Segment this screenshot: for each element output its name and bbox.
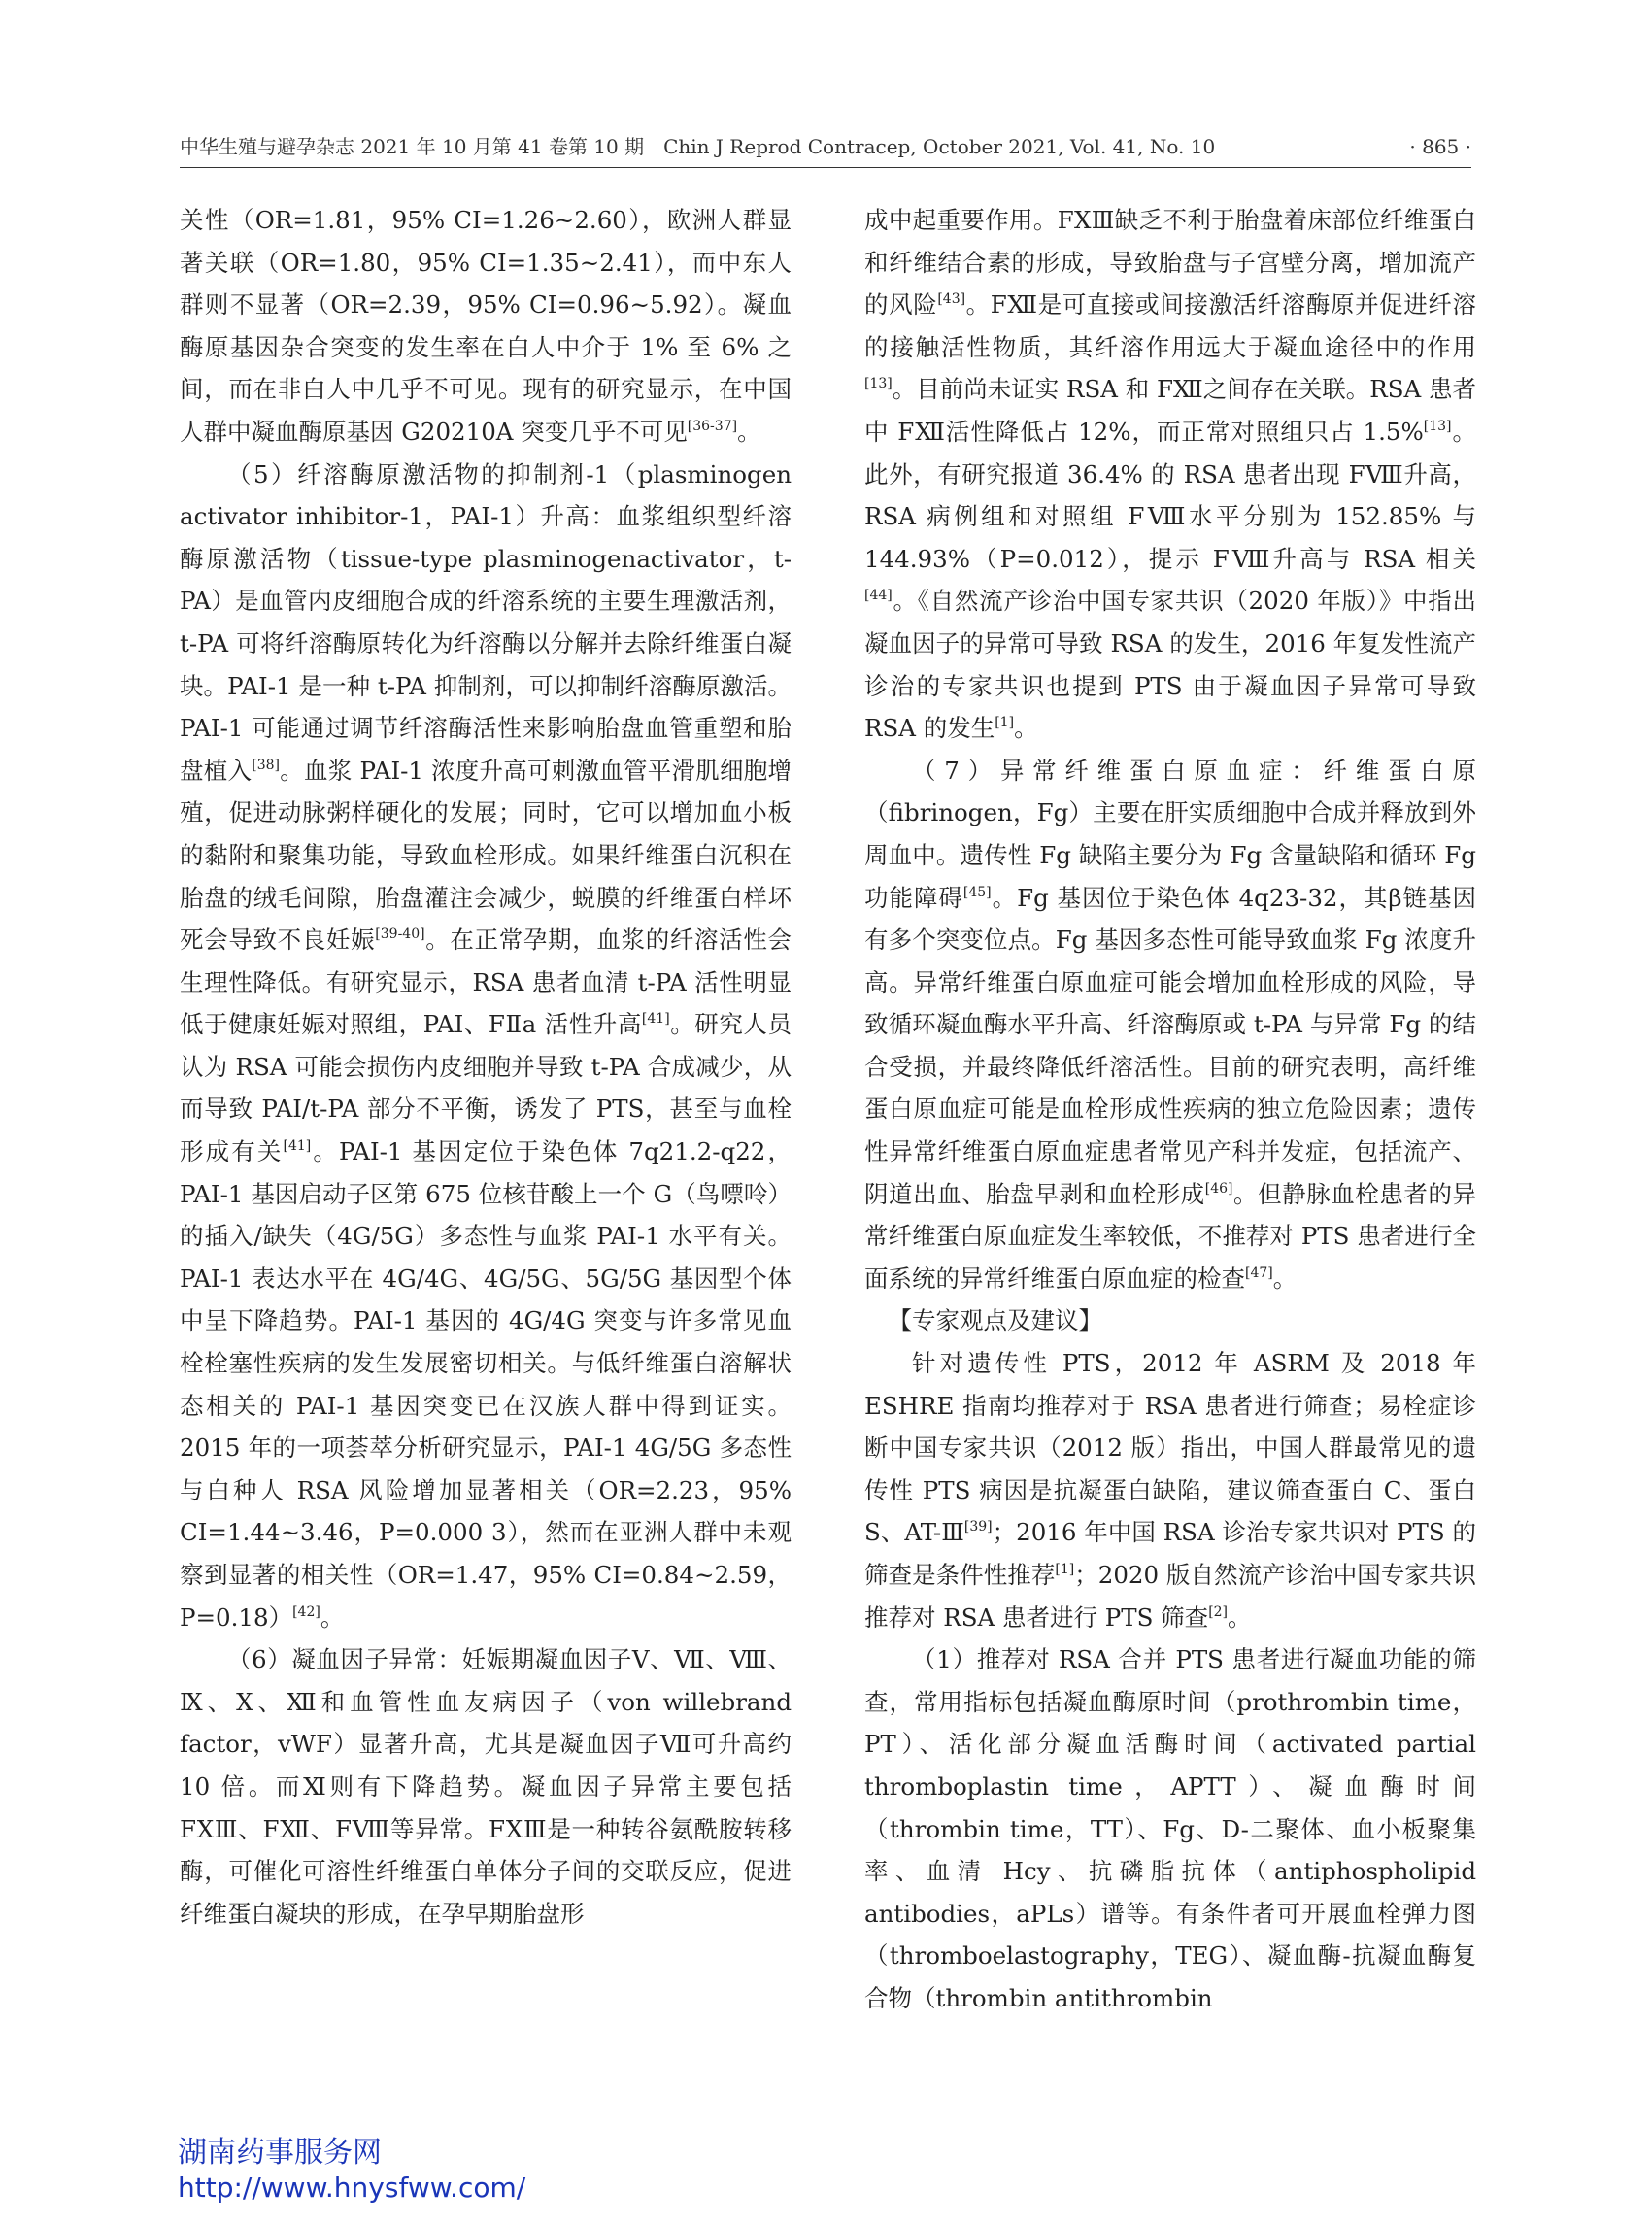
journal-citation: 中华生殖与避孕杂志 2021 年 10 月第 41 卷第 10 期 Chin J Reprod Contracep, October 2021, Vol. 41, No. 10 (180, 135, 1216, 158)
paragraph-text: ；2020 版自然流产诊治中国专家共识推荐对 RSA 患者进行 PTS 筛查 (864, 1561, 1477, 1632)
paragraph (864, 199, 1476, 750)
paragraph-text: 。研究人员认为 RSA 可能会损伤内皮细胞并导致 t-PA 合成减少，从而导致 PAI/t-PA 部分不平衡，诱发了 PTS，甚至与血栓形成有关 (180, 1010, 792, 1166)
left-column (180, 199, 792, 1935)
citation-ref: [41] (283, 1138, 312, 1155)
paragraph (180, 199, 792, 454)
page-number: · 865 · (1409, 135, 1471, 158)
paragraph-text: ；2016 年中国 RSA 诊治专家共识对 PTS 的筛查是条件性推荐 (864, 1518, 1476, 1589)
citation-ref: [1] (1055, 1562, 1075, 1577)
citation-ref: [45] (962, 884, 992, 900)
paragraph-text: 。 (737, 417, 761, 446)
paragraph-text: （5）纤溶酶原激活物的抑制剂-1（plasminogen activator inhibitor-1，PAI-1）升高：血浆组织型纤溶酶原激活物（tissue-type plasminogenactivator，t-PA）是血管内皮细胞合成的纤溶系统的主要生理激活剂，t-PA 可将纤溶酶原转化为纤溶酶以分解并去除纤维蛋白凝块。PAI-1 是一种 t-PA 抑制剂，可以抑制纤溶酶原激活。PAI-1 可能通过调节纤溶酶活性来影响胎盘血管重塑和胎盘植入 (180, 459, 792, 785)
paragraph-text: 。目前尚未证实 RSA 和 FⅫ之间存在关联。RSA 患者中 FⅫ活性降低占 12%，而正常对照组只占 1.5% (864, 375, 1476, 446)
paragraph-text: 。《自然流产诊治中国专家共识（2020 年版）》中指出凝血因子的异常可导致 RSA 的发生，2016 年复发性流产诊治的专家共识也提到 PTS 由于凝血因子异常可导致 RSA 的发生 (864, 587, 1476, 743)
paragraph-text: 成中起重要作用。FⅩⅢ缺乏不利于胎盘着床部位纤维蛋白和纤维结合素的形成，导致胎盘与子宫壁分离，增加流产的风险 (864, 206, 1476, 320)
citation-ref: [47] (1245, 1264, 1273, 1281)
paragraph-text: 。在正常孕期，血浆的纤溶活性会生理性降低。有研究显示，RSA 患者血清 t-PA 活性明显低于健康妊娠对照组，PAI、FⅡa 活性升高 (180, 926, 792, 1039)
paragraph (864, 1299, 1476, 1342)
paragraph (864, 1342, 1476, 1638)
paragraph-text: 。PAI-1 基因定位于染色体 7q21.2-q22，PAI-1 基因启动子区第 675 位核苷酸上一个 G（鸟嘌呤）的插入/缺失（4G/5G）多态性与血浆 PAI-1 水平有关。PAI-1 表达水平在 4G/4G、4G/5G、5G/5G 基因型个体中呈下降趋势。PAI-1 基因的 4G/4G 突变与许多常见血栓栓塞性疾病的发生发展密切相关。与低纤维蛋白溶解状态相关的 PAI-1 基因突变已在汉族人群中得到证实。2015 年的一项荟萃分析研究显示，PAI-1 4G/5G 多态性与白种人 RSA 风险增加显著相关（OR=2.23，95% CI=1.44~3.46，P=0.000 3），然而在亚洲人群中未观察到显著的相关性（OR=1.47，95% CI=0.84~2.59，P=0.18） (180, 1137, 792, 1632)
paragraph (864, 1638, 1476, 2019)
citation-ref: [39] (963, 1519, 993, 1535)
paragraph (180, 454, 792, 1639)
header-divider (180, 167, 1471, 168)
citation-ref: [44] (864, 588, 893, 604)
citation-ref: [46] (1204, 1180, 1233, 1197)
citation-ref: [43] (937, 291, 966, 308)
watermark (178, 2135, 525, 2205)
citation-ref: [38] (252, 757, 280, 773)
citation-ref: [1] (995, 715, 1015, 731)
citation-ref: [2] (1208, 1603, 1229, 1620)
citation-ref: [41] (641, 1011, 670, 1028)
citation-ref: [13] (1423, 418, 1452, 434)
citation-ref: [39-40] (375, 927, 425, 943)
right-column (864, 199, 1476, 2020)
paragraph-text: 。 (1272, 1264, 1298, 1293)
citation-ref: [42] (292, 1603, 320, 1620)
paragraph-text: （1）推荐对 RSA 合并 PTS 患者进行凝血功能的筛查，常用指标包括凝血酶原时间（prothrombin time，PT）、活化部分凝血活酶时间（activated partial thromboplastin time，APTT）、凝血酶时间（thrombin time，TT）、Fg、D-二聚体、血小板聚集率、血清 Hcy、抗磷脂抗体（antiphospholipid antibodies，aPLs）谱等。有条件者可开展血栓弹力图（thromboelastography，TEG）、凝血酶-抗凝血酶复合物（thrombin antithrombin (864, 1645, 1476, 2012)
watermark-url[interactable]: http://www.hnysfww.com/ (178, 2172, 526, 2204)
paragraph-text: 。血浆 PAI-1 浓度升高可刺激血管平滑肌细胞增殖，促进动脉粥样硬化的发展；同时，它可以增加血小板的黏附和聚集功能，导致血栓形成。如果纤维蛋白沉积在胎盘的绒毛间隙，胎盘灌注会减少，蜕膜的纤维蛋白样坏死会导致不良妊娠 (180, 756, 792, 955)
paragraph-text: （6）凝血因子异常：妊娠期凝血因子Ⅴ、Ⅶ、Ⅷ、Ⅸ、Ⅹ、Ⅻ和血管性血友病因子（von willebrand factor，vWF）显著升高，尤其是凝血因子Ⅶ可升高约 10 倍。而Ⅺ则有下降趋势。凝血因子异常主要包括 FⅩⅢ、FⅫ、FⅧ等异常。FⅩⅢ是一种转谷氨酰胺转移酶，可催化可溶性纤维蛋白单体分子间的交联反应，促进纤维蛋白凝块的形成，在孕早期胎盘形 (180, 1645, 792, 1928)
running-header (180, 134, 1471, 159)
paragraph-text: （7）异常纤维蛋白原血症：纤维蛋白原（fibrinogen，Fg）主要在肝实质细胞中合成并释放到外周血中。遗传性 Fg 缺陷主要分为 Fg 含量缺陷和循环 Fg 功能障碍 (864, 756, 1476, 912)
paragraph-text: 【专家观点及建议】 (888, 1306, 1102, 1335)
paragraph-text: 。但静脉血栓患者的异常纤维蛋白原血症发生率较低，不推荐对 PTS 患者进行全面系统的异常纤维蛋白原血症的检查 (864, 1179, 1477, 1293)
paragraph-text: 。Fg 基因位于染色体 4q23-32，其β链基因有多个突变位点。Fg 基因多态性可能导致血浆 Fg 浓度升高。异常纤维蛋白原血症可能会增加血栓形成的风险，导致循环凝血酶水平升高、纤溶酶原或 t-PA 与异常 Fg 的结合受损，并最终降低纤溶活性。目前的研究表明，高纤维蛋白原血症可能是血栓形成性疾病的独立危险因素；遗传性异常纤维蛋白原血症患者常见产科并发症，包括流产、阴道出血、胎盘早剥和血栓形成 (864, 883, 1476, 1208)
paragraph-text: 关性（OR=1.81，95% CI=1.26~2.60），欧洲人群显著关联（OR=1.80，95% CI=1.35~2.41），而中东人群则不显著（OR=2.39，95% CI=0.96~5.92）。凝血酶原基因杂合突变的发生率在白人中介于 1% 至 6% 之间，而在非白人中几乎不可见。现有的研究显示，在中国人群中凝血酶原基因 G20210A 突变几乎不可见 (180, 206, 792, 446)
citation-ref: [13] (864, 376, 893, 392)
watermark-name: 湖南药事服务网 (178, 2136, 382, 2170)
paragraph (864, 750, 1476, 1300)
paragraph-text: 。此外，有研究报道 36.4% 的 RSA 患者出现 FⅧ升高，RSA 病例组和对照组 FⅧ水平分别为 152.85% 与 144.93%（P=0.012），提示 FⅧ升高与 RSA 相关 (864, 417, 1476, 573)
paragraph-text: 针对遗传性 PTS，2012 年 ASRM 及 2018 年 ESHRE 指南均推荐对于 RSA 患者进行筛查；易栓症诊断中国专家共识（2012 版）指出，中国人群最常见的遗传性 PTS 病因是抗凝蛋白缺陷，建议筛查蛋白 C、蛋白 S、AT-Ⅲ (864, 1349, 1476, 1547)
paragraph-text: 。 (1014, 714, 1038, 743)
paragraph-text: 。 (1228, 1602, 1252, 1632)
paragraph (180, 1638, 792, 1935)
paragraph-text: 。FⅫ是可直接或间接激活纤溶酶原并促进纤溶的接触活性物质，其纤溶作用远大于凝血途径中的作用 (864, 290, 1476, 361)
citation-ref: [36-37] (687, 418, 738, 434)
paragraph-text: 。 (320, 1602, 345, 1632)
